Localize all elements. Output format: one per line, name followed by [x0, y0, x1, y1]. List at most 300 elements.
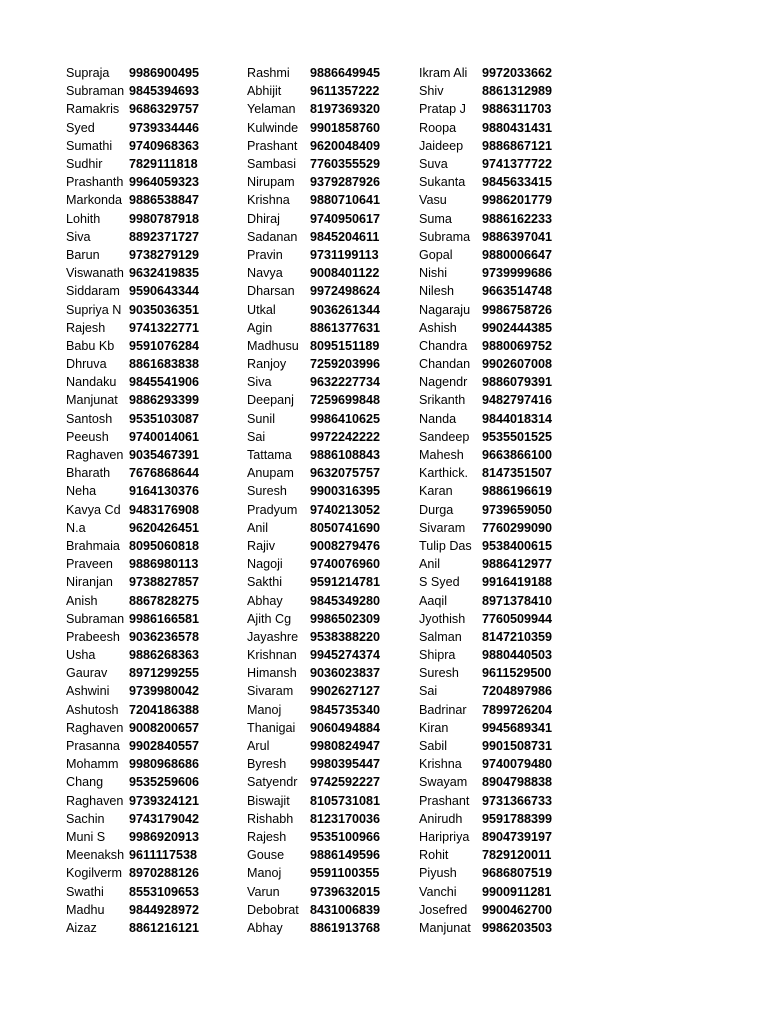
contact-name: Anish — [66, 593, 98, 608]
contact-phone: 9900316395 — [310, 484, 381, 499]
contact-name: Srikanth — [419, 393, 466, 408]
contact-phone: 9743179042 — [129, 811, 200, 826]
contact-phone: 9739659050 — [482, 502, 553, 517]
contact-row — [66, 901, 199, 919]
contact-row — [419, 173, 552, 191]
contact-row — [247, 591, 380, 609]
contact-phone: 9739324121 — [129, 793, 200, 808]
contact-phone: 9739632015 — [310, 884, 381, 899]
contact-row — [419, 355, 552, 373]
contact-name: Nagendr — [419, 375, 468, 390]
contact-phone: 9164130376 — [129, 484, 200, 499]
contact-phone: 8095060818 — [129, 538, 200, 553]
contact-name: Debobrat — [247, 902, 299, 917]
contact-name: Manoj — [247, 702, 282, 717]
contact-row — [66, 864, 199, 882]
contact-row — [419, 628, 552, 646]
contact-name: Ashish — [419, 320, 457, 335]
contact-name: Nilesh — [419, 284, 454, 299]
contact-row — [247, 646, 380, 664]
contact-name: Subraman — [66, 84, 125, 99]
contact-row — [247, 755, 380, 773]
contact-row — [247, 246, 380, 264]
contact-name: Rishabh — [247, 811, 294, 826]
contact-name: Dhiraj — [247, 211, 280, 226]
contact-phone: 9980824947 — [310, 739, 381, 754]
contact-row — [419, 919, 552, 937]
contact-phone: 9036261344 — [310, 302, 381, 317]
contact-phone: 8123170036 — [310, 811, 381, 826]
contact-phone: 8861216121 — [129, 920, 200, 935]
contact-name: Viswanath — [66, 266, 124, 281]
contact-row — [419, 519, 552, 537]
contact-phone: 9535501525 — [482, 429, 553, 444]
contact-phone: 9980395447 — [310, 757, 381, 772]
contact-name: Raghaven — [66, 793, 124, 808]
contact-name: Vanchi — [419, 884, 457, 899]
contact-row — [66, 228, 199, 246]
contact-name: Subrama — [419, 229, 471, 244]
contact-phone: 8197369320 — [310, 102, 381, 117]
contact-row — [419, 591, 552, 609]
contact-name: Kogilverm — [66, 866, 122, 881]
contact-name: Jayashre — [247, 629, 299, 644]
contact-name: Roopa — [419, 120, 457, 135]
contact-row — [66, 82, 199, 100]
contact-row — [419, 501, 552, 519]
contact-phone: 9590643344 — [129, 284, 200, 299]
contact-row — [66, 737, 199, 755]
contact-name: Haripriya — [419, 829, 470, 844]
contact-row — [66, 828, 199, 846]
contact-row — [247, 100, 380, 118]
contact-name: Satyendr — [247, 775, 298, 790]
contact-row — [247, 882, 380, 900]
contact-name: Ashutosh — [66, 702, 119, 717]
contact-phone: 9740213052 — [310, 502, 381, 517]
contact-name: Sivaram — [247, 684, 294, 699]
contact-name: Ikram Ali — [419, 66, 468, 81]
contact-row — [66, 173, 199, 191]
contact-phone: 7899726204 — [482, 702, 553, 717]
contact-name: Yelaman — [247, 102, 296, 117]
contact-phone: 9886649945 — [310, 66, 381, 81]
contact-phone: 9986203503 — [482, 920, 553, 935]
contact-phone: 9591100355 — [310, 866, 380, 881]
contact-name: Brahmaia — [66, 538, 120, 553]
contact-phone: 9620048409 — [310, 138, 381, 153]
contact-name: Ramakris — [66, 102, 120, 117]
contact-name: Himansh — [247, 666, 297, 681]
contact-phone: 9845349280 — [310, 593, 381, 608]
contact-phone: 9060494884 — [310, 720, 381, 735]
contact-phone: 9901858760 — [310, 120, 381, 135]
contact-phone: 9538400615 — [482, 538, 553, 553]
contact-phone: 9535103087 — [129, 411, 200, 426]
contact-row — [247, 828, 380, 846]
contact-phone: 9538388220 — [310, 629, 381, 644]
contact-phone: 9986166581 — [129, 611, 200, 626]
contact-row — [419, 610, 552, 628]
contact-phone: 9379287926 — [310, 175, 381, 190]
contact-phone: 7760299090 — [482, 520, 553, 535]
contact-phone: 8553109653 — [129, 884, 200, 899]
contact-name: Anil — [247, 520, 268, 535]
contact-name: Babu Kb — [66, 338, 115, 353]
contact-name: Badrinar — [419, 702, 467, 717]
contact-phone: 9980968686 — [129, 757, 200, 772]
contact-name: Kavya Cd — [66, 502, 121, 517]
contact-row — [247, 573, 380, 591]
contact-name: Chandan — [419, 357, 471, 372]
contact-row — [419, 410, 552, 428]
contact-row — [419, 537, 552, 555]
contact-phone: 8861377631 — [310, 320, 381, 335]
contact-phone: 9845541906 — [129, 375, 200, 390]
contact-name: Tulip Das — [419, 538, 472, 553]
contact-row — [247, 864, 380, 882]
contact-row — [419, 446, 552, 464]
contact-row — [66, 337, 199, 355]
contact-phone: 9036236578 — [129, 629, 200, 644]
contact-phone: 9880069752 — [482, 338, 553, 353]
contact-row — [66, 100, 199, 118]
contact-name: Manjunat — [66, 393, 118, 408]
contact-name: Suma — [419, 211, 452, 226]
contact-name: Siva — [247, 375, 272, 390]
contact-name: Kulwinde — [247, 120, 299, 135]
contact-row — [419, 464, 552, 482]
contact-row — [66, 355, 199, 373]
contact-phone: 9739980042 — [129, 684, 200, 699]
contact-phone: 9483176908 — [129, 502, 200, 517]
contact-phone: 9620426451 — [129, 520, 200, 535]
contact-phone: 9980787918 — [129, 211, 200, 226]
contact-name: Usha — [66, 648, 96, 663]
contact-row — [419, 64, 552, 82]
contact-name: Nirupam — [247, 175, 295, 190]
contact-name: Muni S — [66, 829, 106, 844]
contact-phone: 9844928972 — [129, 902, 200, 917]
contact-name: Raghaven — [66, 720, 124, 735]
contact-row — [419, 246, 552, 264]
contact-phone: 9880710641 — [310, 193, 381, 208]
contact-name: Agin — [247, 320, 273, 335]
contact-row — [247, 119, 380, 137]
contact-phone: 9482797416 — [482, 393, 553, 408]
contact-phone: 9632419835 — [129, 266, 200, 281]
contact-phone: 9739334446 — [129, 120, 200, 135]
contact-name: Neha — [66, 484, 97, 499]
contact-phone: 8095151189 — [310, 338, 380, 353]
contact-row — [419, 846, 552, 864]
contact-row — [419, 555, 552, 573]
contact-phone: 9900911281 — [482, 884, 552, 899]
contact-name: Jyothish — [419, 611, 466, 626]
contact-row — [66, 755, 199, 773]
contact-row — [247, 810, 380, 828]
contact-row — [247, 737, 380, 755]
contact-phone: 9591076284 — [129, 338, 200, 353]
contact-row — [419, 864, 552, 882]
contact-row — [247, 846, 380, 864]
contact-name: Sambasi — [247, 157, 296, 172]
contact-phone: 8904798838 — [482, 775, 553, 790]
contact-name: Navya — [247, 266, 283, 281]
contact-name: Subraman — [66, 611, 125, 626]
contact-name: Raghaven — [66, 448, 124, 463]
contact-row — [419, 210, 552, 228]
contact-phone: 7259203996 — [310, 357, 381, 372]
contact-phone: 9738279129 — [129, 247, 200, 262]
contact-column-3 — [419, 64, 552, 937]
contact-column-1 — [66, 64, 199, 937]
contact-phone: 9886079391 — [482, 375, 553, 390]
contact-name: Sabil — [419, 739, 448, 754]
contact-phone: 9035036351 — [129, 302, 200, 317]
contact-row — [66, 428, 199, 446]
contact-row — [66, 628, 199, 646]
contact-row — [66, 810, 199, 828]
contact-name: Niranjan — [66, 575, 113, 590]
contact-name: Josefred — [419, 902, 468, 917]
contact-phone: 9964059323 — [129, 175, 200, 190]
contact-phone: 9591214781 — [310, 575, 381, 590]
contact-phone: 9686807519 — [482, 866, 553, 881]
contact-row — [66, 719, 199, 737]
contact-name: Abhay — [247, 593, 283, 608]
contact-phone: 9845735340 — [310, 702, 381, 717]
contact-name: Prashant — [247, 138, 298, 153]
contact-name: Sai — [247, 429, 266, 444]
contact-phone: 9886311703 — [482, 102, 552, 117]
contact-row — [419, 792, 552, 810]
contact-phone: 8867828275 — [129, 593, 200, 608]
contact-phone: 9945689341 — [482, 720, 553, 735]
contact-row — [66, 264, 199, 282]
contact-row — [247, 446, 380, 464]
contact-phone: 9036023837 — [310, 666, 381, 681]
contact-row — [66, 792, 199, 810]
contact-row — [419, 428, 552, 446]
contact-phone: 9972033662 — [482, 66, 553, 81]
contact-name: Nishi — [419, 266, 447, 281]
contact-row — [247, 464, 380, 482]
contact-phone: 8861913768 — [310, 920, 381, 935]
contact-phone: 9686329757 — [129, 102, 200, 117]
contact-phone: 9886538847 — [129, 193, 200, 208]
contact-row — [66, 591, 199, 609]
contact-name: Aizaz — [66, 920, 97, 935]
contact-row — [66, 646, 199, 664]
contact-name: Syed — [66, 120, 95, 135]
contact-name: Sumathi — [66, 138, 113, 153]
contact-name: Prashanth — [66, 175, 124, 190]
contact-row — [66, 682, 199, 700]
contact-name: Piyush — [419, 866, 457, 881]
contact-row — [66, 282, 199, 300]
contact-row — [66, 155, 199, 173]
contact-phone: 9731366733 — [482, 793, 553, 808]
contact-row — [419, 755, 552, 773]
contact-row — [247, 391, 380, 409]
contact-phone: 9741377722 — [482, 157, 553, 172]
contact-phone: 9886149596 — [310, 848, 381, 863]
contact-row — [419, 264, 552, 282]
contact-row — [419, 773, 552, 791]
contact-phone: 9535259606 — [129, 775, 200, 790]
contact-row — [66, 773, 199, 791]
contact-phone: 7259699848 — [310, 393, 381, 408]
contact-row — [419, 337, 552, 355]
contact-name: Varun — [247, 884, 280, 899]
contact-row — [419, 719, 552, 737]
contact-name: Sachin — [66, 811, 105, 826]
contact-phone: 8147210359 — [482, 629, 553, 644]
contact-row — [419, 191, 552, 209]
contact-row — [419, 373, 552, 391]
contact-row — [419, 228, 552, 246]
contact-name: Krishna — [419, 757, 462, 772]
contact-row — [66, 319, 199, 337]
contact-name: Anupam — [247, 466, 294, 481]
contact-name: Rajesh — [66, 320, 106, 335]
contact-name: Pradyum — [247, 502, 298, 517]
contact-name: Santosh — [66, 411, 113, 426]
contact-row — [247, 919, 380, 937]
contact-name: Nagaraju — [419, 302, 471, 317]
contact-row — [66, 573, 199, 591]
contact-name: Krishna — [247, 193, 290, 208]
contact-name: Pratap J — [419, 102, 466, 117]
contact-phone: 8904739197 — [482, 829, 553, 844]
contact-phone: 8147351507 — [482, 466, 553, 481]
contact-row — [247, 264, 380, 282]
contact-name: Mohamm — [66, 757, 119, 772]
contact-row — [66, 191, 199, 209]
contact-name: Tattama — [247, 448, 292, 463]
contact-name: Gopal — [419, 247, 453, 262]
contact-row — [419, 100, 552, 118]
contact-phone: 9986201779 — [482, 193, 553, 208]
contact-row — [247, 82, 380, 100]
contact-name: Supraja — [66, 66, 110, 81]
contact-row — [419, 391, 552, 409]
contact-row — [247, 428, 380, 446]
contact-name: Suresh — [419, 666, 459, 681]
contact-phone: 8971299255 — [129, 666, 200, 681]
contact-name: Peeush — [66, 429, 109, 444]
contact-row — [247, 337, 380, 355]
contact-phone: 8105731081 — [310, 793, 381, 808]
contact-phone: 9740014061 — [129, 429, 200, 444]
contact-row — [247, 373, 380, 391]
contact-phone: 7204897986 — [482, 684, 553, 699]
contact-phone: 9886196619 — [482, 484, 553, 499]
contact-column-2 — [247, 64, 380, 937]
contact-name: Nanda — [419, 411, 457, 426]
contact-row — [66, 501, 199, 519]
contact-phone: 9739999686 — [482, 266, 553, 281]
contact-phone: 7760355529 — [310, 157, 381, 172]
contact-name: Abhay — [247, 920, 283, 935]
contact-phone: 9535100966 — [310, 829, 381, 844]
contact-row — [419, 573, 552, 591]
contact-row — [247, 355, 380, 373]
contact-row — [247, 173, 380, 191]
contact-row — [66, 846, 199, 864]
contact-phone: 9902444385 — [482, 320, 553, 335]
contact-row — [247, 64, 380, 82]
contact-name: Nagoji — [247, 557, 283, 572]
contact-name: Durga — [419, 502, 454, 517]
contact-phone: 9845204611 — [310, 229, 380, 244]
contact-phone: 9663514748 — [482, 284, 553, 299]
contact-row — [419, 137, 552, 155]
contact-phone: 9741322771 — [129, 320, 200, 335]
contact-name: Vasu — [419, 193, 447, 208]
contact-name: Ajith Cg — [247, 611, 292, 626]
contact-row — [419, 682, 552, 700]
contact-name: Mahesh — [419, 448, 464, 463]
contact-name: Rajiv — [247, 538, 275, 553]
contact-phone: 9740076960 — [310, 557, 381, 572]
contact-name: Siddaram — [66, 284, 120, 299]
contact-name: Rohit — [419, 848, 449, 863]
contact-phone: 9008200657 — [129, 720, 200, 735]
contact-phone: 9845633415 — [482, 175, 553, 190]
contact-phone: 7760509944 — [482, 611, 553, 626]
contact-phone: 9886268363 — [129, 648, 200, 663]
contact-name: Ashwini — [66, 684, 110, 699]
contact-phone: 8861312989 — [482, 84, 553, 99]
contact-name: Supriya N — [66, 302, 122, 317]
contact-row — [419, 810, 552, 828]
contact-name: Gouse — [247, 848, 285, 863]
contact-name: Madhusu — [247, 338, 299, 353]
contact-row — [419, 882, 552, 900]
contact-name: Kiran — [419, 720, 449, 735]
contact-name: Praveen — [66, 557, 113, 572]
contact-phone: 9731199113 — [310, 247, 379, 262]
contact-row — [247, 682, 380, 700]
contact-name: Gaurav — [66, 666, 108, 681]
contact-phone: 9902607008 — [482, 357, 553, 372]
contact-name: Nandaku — [66, 375, 117, 390]
contact-phone: 9738827857 — [129, 575, 200, 590]
contact-row — [247, 191, 380, 209]
contact-phone: 9740079480 — [482, 757, 553, 772]
contact-name: Siva — [66, 229, 91, 244]
contact-phone: 8431006839 — [310, 902, 381, 917]
contact-row — [247, 628, 380, 646]
contact-name: Abhijit — [247, 84, 282, 99]
contact-phone: 9008279476 — [310, 538, 381, 553]
contact-name: Pravin — [247, 247, 283, 262]
contact-phone: 7676868644 — [129, 466, 200, 481]
contact-phone: 9901508731 — [482, 739, 553, 754]
contact-name: Manoj — [247, 866, 282, 881]
contact-phone: 8970288126 — [129, 866, 200, 881]
contact-name: Anirudh — [419, 811, 463, 826]
contact-row — [66, 300, 199, 318]
contact-row — [419, 737, 552, 755]
contact-name: Deepanj — [247, 393, 294, 408]
contact-row — [247, 610, 380, 628]
contact-row — [419, 119, 552, 137]
contact-row — [66, 882, 199, 900]
contact-row — [247, 410, 380, 428]
